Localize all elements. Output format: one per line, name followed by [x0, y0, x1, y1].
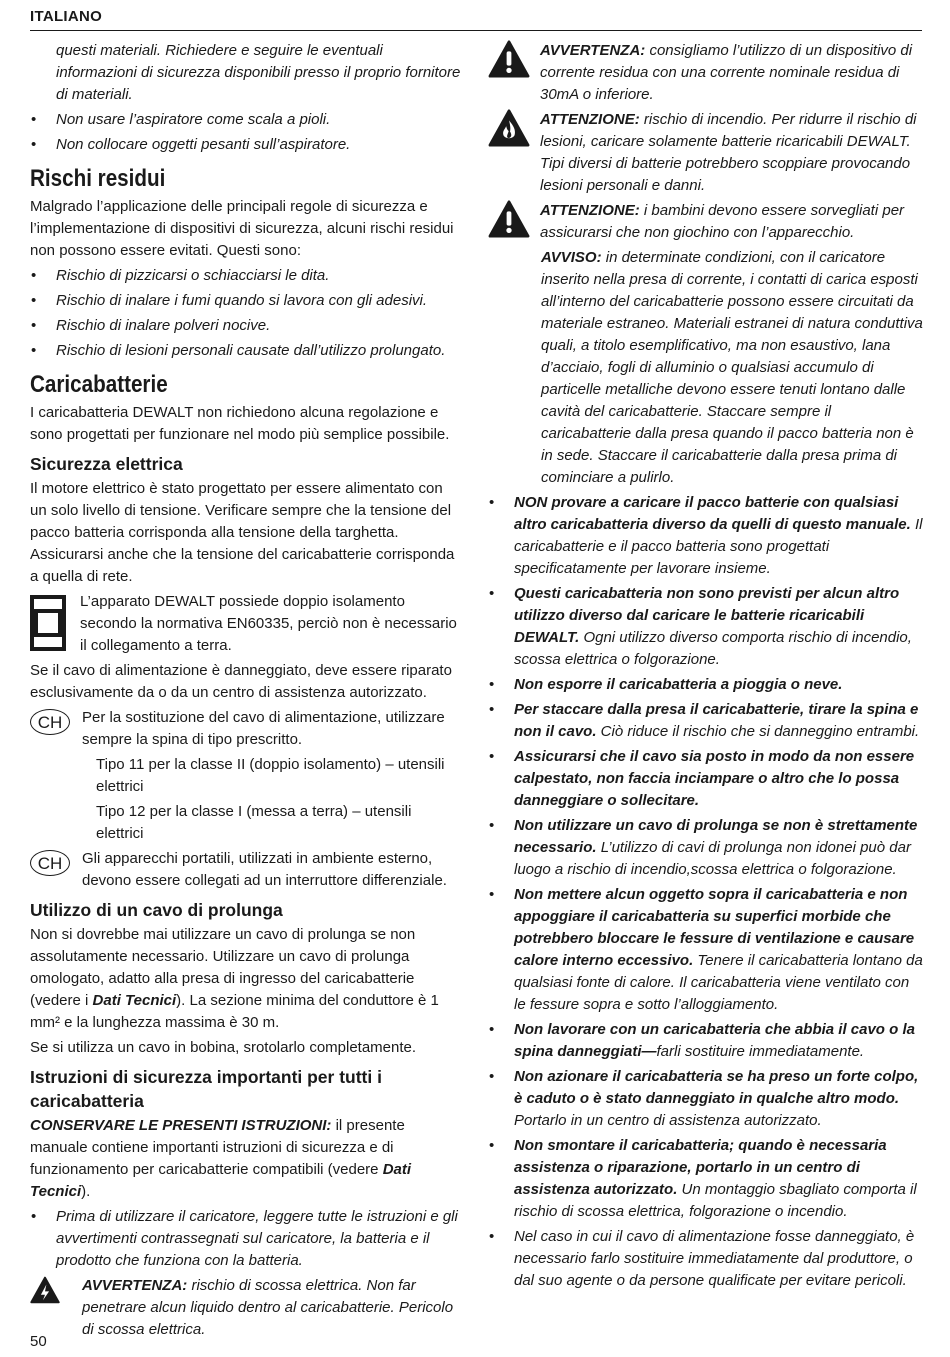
- bullet-rest: Ogni utilizzo diverso comporta rischio di incendio, scossa elettrica o folgorazione.: [514, 629, 912, 668]
- list-item: [488, 815, 924, 881]
- ch-icon: CH: [30, 850, 70, 876]
- avvertenza-row: [488, 40, 924, 106]
- caricabatterie-heading: Caricabatterie: [30, 371, 168, 398]
- bullet-rest: Un montaggio sbagliato comporta il rischio di scossa elettrica, folgorazione o incendio.: [514, 1181, 917, 1220]
- cable-text: Se il cavo di alimentazione è danneggiato, deve essere riparato esclusivamente da o da un centro di assistenza autorizzato.: [30, 662, 452, 701]
- bullet-bold: NON provare a caricare il pacco batterie con qualsiasi altro caricabatteria diverso da quelli di questo manuale.: [514, 494, 911, 533]
- ch-row-1: [30, 707, 462, 751]
- rischi-bullets: [30, 265, 462, 362]
- left-column: [30, 40, 462, 1344]
- attenzione-label: ATTENZIONE:: [540, 202, 640, 219]
- double-insulation-icon: [30, 595, 66, 651]
- list-item: • Non collocare oggetti pesanti sull’aspiratore.: [30, 134, 462, 156]
- intro-bullets: [30, 109, 462, 156]
- attenzione-label: ATTENZIONE:: [540, 111, 640, 128]
- caricabatterie-text: I caricabatteria DEWALT non richiedono alcuna regolazione e sono progettati per funzionare nel modo più semplice possibile.: [30, 404, 450, 443]
- language-label: ITALIANO: [30, 8, 103, 25]
- istruzioni-bullets: [30, 1206, 462, 1272]
- istruzioni-text-ref: Dati Tecnici: [30, 1161, 412, 1200]
- rischi-text: Malgrado l’applicazione delle principali regole di sicurezza e l’implementazione di dispositivi di sicurezza, alcuni rischi residui non possono essere evitati. Questi sono:: [30, 198, 454, 259]
- list-item: [488, 884, 924, 1016]
- bullet-rest: Il caricabatterie e il pacco batteria sono progettati specificatamente per lavorare insieme.: [514, 516, 923, 577]
- list-item: • Rischio di pizzicarsi o schiacciarsi le dita.: [30, 265, 462, 287]
- electric-warning-icon: [30, 1275, 82, 1305]
- avviso-text: [488, 247, 924, 489]
- list-item: [488, 583, 924, 671]
- exclamation-warning-icon: [488, 200, 540, 238]
- warning-body: rischio di scossa elettrica. Non far penetrare alcun liquido dentro al caricabatterie. Pericolo di scossa elettrica.: [82, 1277, 454, 1338]
- prolunga-heading: Utilizzo di un cavo di prolunga: [30, 900, 283, 920]
- prolunga-text: [30, 924, 462, 1034]
- sicurezza-text: Il motore elettrico è stato progettato per essere alimentato con un solo livello di tensione. Verificare sempre che la tensione del pacco batteria corrisponda alla tensione della targhetta. Assicurarsi anche che la tensione del caricabatterie corrisponda a quella di rete.: [30, 480, 455, 585]
- bullet-rest: Tenere il caricabatteria lontano da qualsiasi fonte di calore. Il caricabatteria viene ventilato con le fessure sopra e sotto l’alloggiamento.: [514, 952, 923, 1013]
- right-column: [488, 40, 924, 1295]
- istruzioni-text: [30, 1115, 462, 1203]
- bullet-bold: Non lavorare con un caricabatteria che abbia il cavo o la spina danneggiati—: [514, 1021, 915, 1060]
- attenzione-children-row: [488, 200, 924, 244]
- bullet-bold: Non esporre il caricabatteria a pioggia o neve.: [514, 676, 843, 693]
- warning-row: [30, 1275, 462, 1341]
- double-insulation-text: L’apparato DEWALT possiede doppio isolamento secondo la normativa EN60335, perciò non è necessario il collegamento a terra.: [80, 593, 457, 654]
- intro-text: questi materiali. Richiedere e seguire le eventuali informazioni di sicurezza disponibili presso il proprio fornitore di materiali.: [56, 42, 461, 103]
- ch2-text: Gli apparecchi portatili, utilizzati in ambiente esterno, devono essere collegati ad un interruttore differenziale.: [82, 850, 447, 889]
- list-item: • Prima di utilizzare il caricatore, leggere tutte le istruzioni e gli avvertimenti contrassegnati sul caricatore, la batteria e il prodotto che funziona con la batteria.: [30, 1206, 462, 1272]
- bullet-bold: Non azionare il caricabatteria se ha preso un forte colpo, è caduto o è stato danneggiato in qualche altro modo.: [514, 1068, 919, 1107]
- list-item: [488, 674, 924, 696]
- bullet-rest: Nel caso in cui il cavo di alimentazione fosse danneggiato, è necessario farlo sostituire immediatamente dal produttore, o dal suo agente o da persone qualificate per evitare pericoli.: [514, 1228, 915, 1289]
- bullet-bold: Per staccare dalla presa il caricabatterie, tirare la spina e non il cavo.: [514, 701, 919, 740]
- bullet-bold: Non smontare il caricabatteria; quando è necessaria assistenza o riparazione, portarlo in un centro di assistenza autorizzato.: [514, 1137, 887, 1198]
- bullet-bold: Non mettere alcun oggetto sopra il caricabatteria e non appoggiare il caricabatteria su superfici morbide che potrebbero bloccare le fessure di ventilazione e causare calore interno eccessivo.: [514, 886, 915, 969]
- list-item: [488, 1226, 924, 1292]
- warning-label: AVVERTENZA:: [82, 1277, 188, 1294]
- istruzioni-text-a: il presente manuale contiene importanti istruzioni di sicurezza e di funzionamento per caricabatterie compatibili (vedere: [30, 1117, 405, 1178]
- list-item: [488, 1135, 924, 1223]
- istruzioni-heading: Istruzioni di sicurezza importanti per tutti i caricabatteria: [30, 1067, 382, 1111]
- warning-text: [82, 1275, 462, 1341]
- list-item: [488, 1066, 924, 1132]
- sicurezza-heading: Sicurezza elettrica: [30, 454, 183, 474]
- list-item: • Rischio di inalare polveri nocive.: [30, 315, 462, 337]
- list-item: [488, 699, 924, 743]
- avvertenza-body: consigliamo l’utilizzo di un dispositivo di corrente residua con una corrente nominale residua di 30mA o inferiore.: [540, 42, 913, 103]
- avvertenza-text: [540, 40, 924, 106]
- list-item: • Rischio di lesioni personali causate dall’utilizzo prolungato.: [30, 340, 462, 362]
- rischi-heading: Rischi residui: [30, 165, 166, 192]
- tipo12-text: Tipo 12 per la classe I (messa a terra) – utensili elettrici: [96, 803, 412, 842]
- bullet-bold: Questi caricabatteria non sono previsti per alcun altro utilizzo diverso dal caricare le batterie ricaricabili DEWALT.: [514, 585, 900, 646]
- double-insulation-row: [30, 591, 462, 657]
- prolunga-text2: Se si utilizza un cavo in bobina, srotolarlo completamente.: [30, 1039, 417, 1056]
- charger-safety-bullets: [488, 492, 924, 1292]
- attenzione-children-text: [540, 200, 924, 244]
- bullet-rest: farli sostituire immediatamente.: [656, 1043, 865, 1060]
- prolunga-text-a: Non si dovrebbe mai utilizzare un cavo di prolunga se non assolutamente necessario. Utilizzare un cavo di prolunga omologato, adatto alla presa di ingresso del caricabatterie (vedere i: [30, 926, 416, 1009]
- attenzione-fire-text: [540, 109, 924, 197]
- prolunga-text-b: ). La sezione minima del conduttore è 1 mm² e la lunghezza massima è 30 m.: [30, 992, 439, 1031]
- avvertenza-label: AVVERTENZA:: [540, 42, 646, 59]
- ch1-text: Per la sostituzione del cavo di alimentazione, utilizzare sempre la spina di tipo prescritto.: [82, 709, 445, 748]
- prolunga-text-ref: Dati Tecnici: [92, 992, 177, 1009]
- bullet-rest: Ciò riduce il rischio che si danneggino entrambi.: [596, 723, 920, 740]
- istruzioni-text-b: ).: [81, 1183, 91, 1200]
- conservare-label: CONSERVARE LE PRESENTI ISTRUZIONI:: [30, 1117, 332, 1134]
- fire-warning-icon: [488, 109, 540, 147]
- bullet-bold: Assicurarsi che il cavo sia posto in modo da non essere calpestato, non faccia inciampare o altro che lo possa danneggiare o sollecitare.: [514, 748, 915, 809]
- ch-row-2: [30, 848, 462, 892]
- list-item: • Rischio di inalare i fumi quando si lavora con gli adesivi.: [30, 290, 462, 312]
- avviso-body: in determinate condizioni, con il caricatore inserito nella presa di corrente, i contatti di carica esposti all’interno del caricabatterie possono essere circuitati da materiale estraneo. Materiali estranei di natura conduttiva quali, a titolo esemplificativo, ma non esaustivo, lana d’acciaio, fogli di alluminio o qualsiasi accumulo di particelle metalliche devono essere tenuti lontano dalle cavità del caricabatterie. Staccare sempre il caricabatterie dalla presa quando il pacco batteria non è in sede. Staccare il caricabatterie dalla presa prima di cominciare a pulirlo.: [541, 249, 923, 486]
- attenzione-fire-row: [488, 109, 924, 197]
- ch-icon: CH: [30, 709, 70, 735]
- attenzione-body: rischio di incendio. Per ridurre il rischio di lesioni, caricare solamente batterie ricaricabili DEWALT. Tipi diversi di batterie potrebbero scoppiare provocando lesioni personali e danni.: [540, 111, 917, 194]
- bullet-rest: L’utilizzo di cavi di prolunga non idonei può dar luogo a rischio di incendio,scossa elettrica o folgorazione.: [514, 839, 911, 878]
- list-item: [488, 746, 924, 812]
- page-header: [30, 8, 922, 31]
- page-number: 50: [30, 1333, 47, 1350]
- list-item: [488, 492, 924, 580]
- bullet-bold: Non utilizzare un cavo di prolunga se non è strettamente necessario.: [514, 817, 918, 856]
- list-item: [488, 1019, 924, 1063]
- tipo11-text: Tipo 11 per la classe II (doppio isolamento) – utensili elettrici: [96, 756, 445, 795]
- avviso-label: AVVISO:: [541, 249, 602, 266]
- bullet-rest: Portarlo in un centro di assistenza autorizzato.: [514, 1112, 822, 1129]
- attenzione-body: i bambini devono essere sorvegliati per assicurarsi che non giochino con l’apparecchio.: [540, 202, 905, 241]
- list-item: • Non usare l’aspiratore come scala a pioli.: [30, 109, 462, 131]
- exclamation-warning-icon: [488, 40, 540, 78]
